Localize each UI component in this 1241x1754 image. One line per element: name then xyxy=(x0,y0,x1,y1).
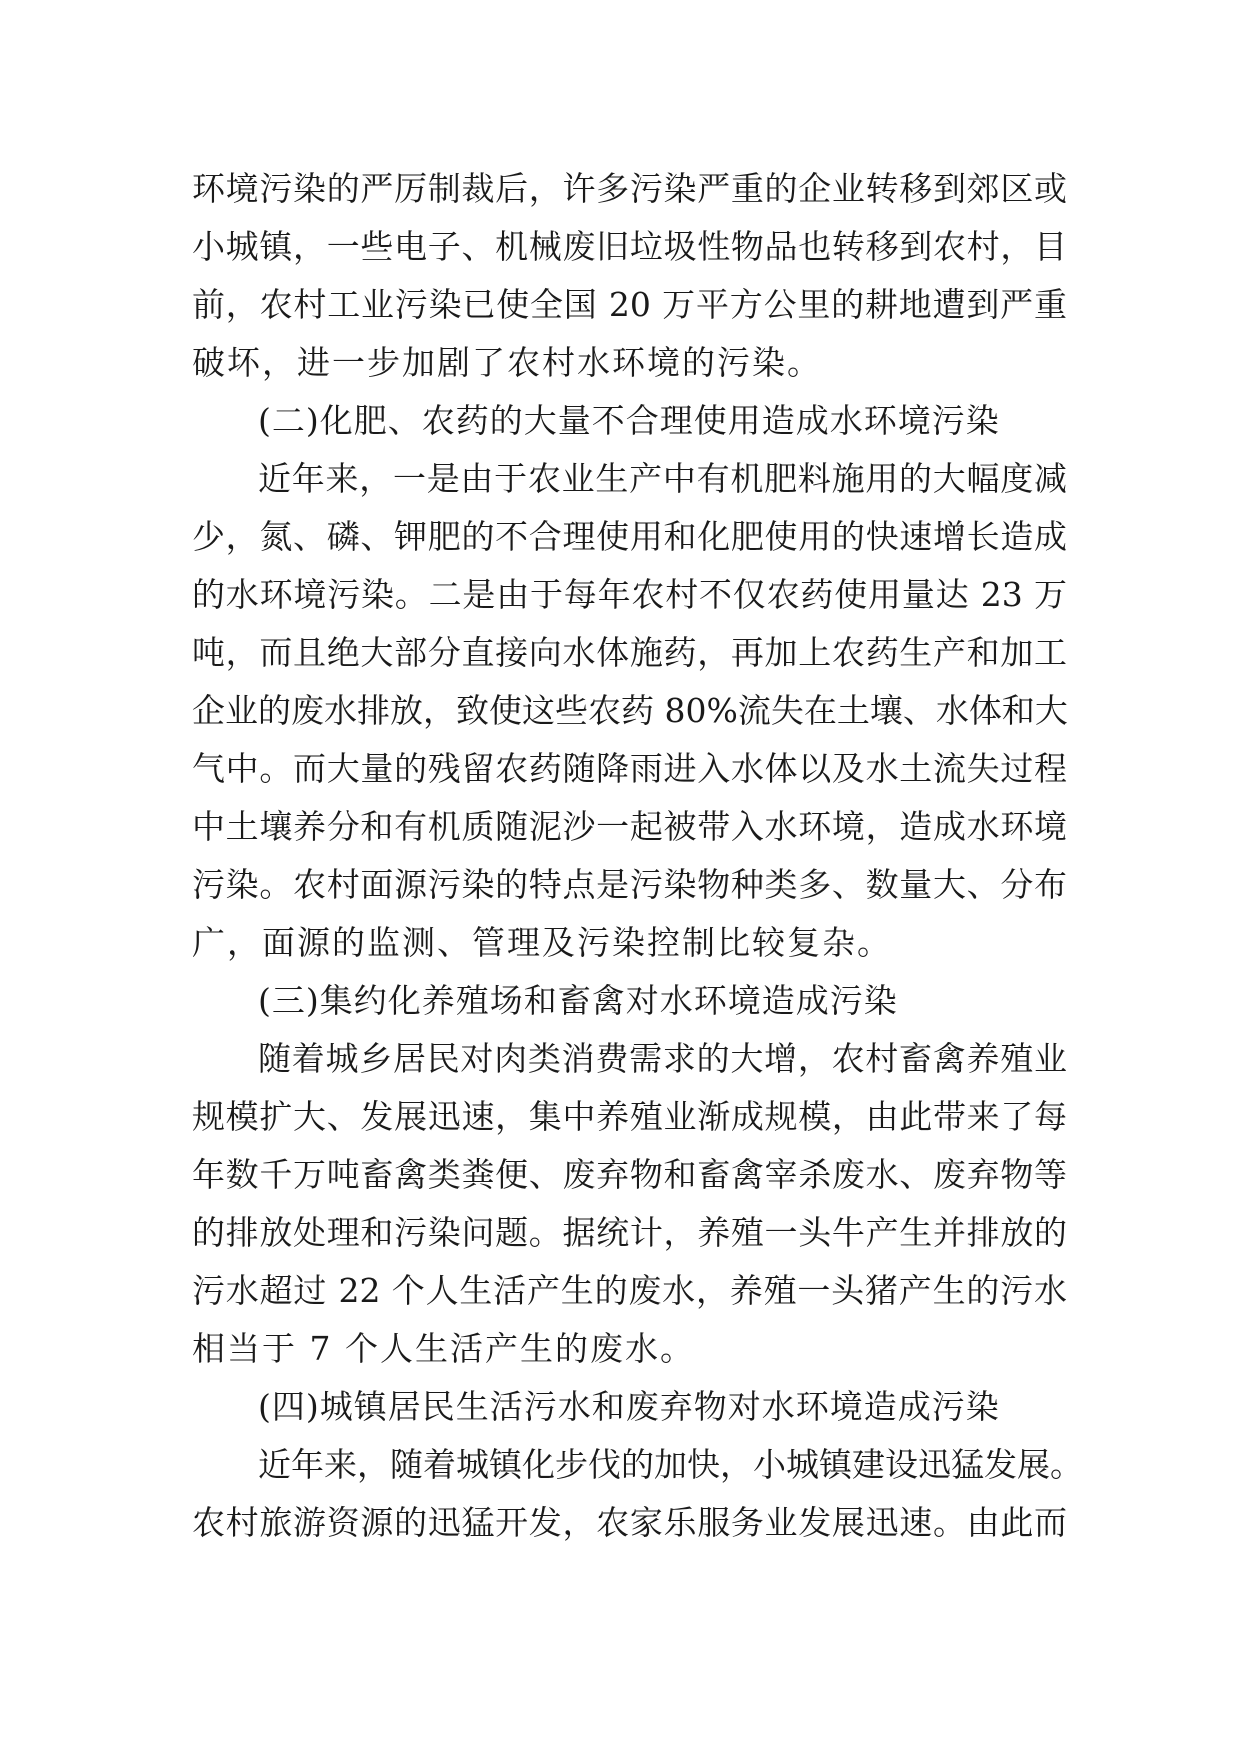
text-line: 前，农村工业污染已使全国 20 万平方公里的耕地遭到严重 xyxy=(192,285,1067,324)
text-line: 环境污染的严厉制裁后，许多污染严重的企业转移到郊区或 xyxy=(192,169,1067,208)
text-line: 破坏，进一步加剧了农村水环境的污染。 xyxy=(192,343,822,382)
text-line: 近年来，一是由于农业生产中有机肥料施用的大幅度减 xyxy=(258,459,1067,498)
text-line: 气中。而大量的残留农药随降雨进入水体以及水土流失过程 xyxy=(192,749,1067,788)
text-line: 污染。农村面源污染的特点是污染物种类多、数量大、分布 xyxy=(192,865,1067,904)
body-text xyxy=(192,160,1083,1552)
text-line: 少，氮、磷、钾肥的不合理使用和化肥使用的快速增长造成 xyxy=(192,517,1067,556)
text-line: 广，面源的监测、管理及污染控制比较复杂。 xyxy=(192,923,892,962)
text-line: 的排放处理和污染问题。据统计，养殖一头牛产生并排放的 xyxy=(192,1213,1067,1252)
text-line: 农村旅游资源的迅猛开发，农家乐服务业发展迅速。由此而 xyxy=(192,1503,1067,1542)
text-line: 相当于 7 个人生活产生的废水。 xyxy=(192,1329,695,1368)
section-heading-3: (三)集约化养殖场和畜禽对水环境造成污染 xyxy=(258,981,898,1020)
section-heading-2: (二)化肥、农药的大量不合理使用造成水环境污染 xyxy=(258,401,1000,440)
text-line: 年数千万吨畜禽类粪便、废弃物和畜禽宰杀废水、废弃物等 xyxy=(192,1155,1067,1194)
text-line: 中土壤养分和有机质随泥沙一起被带入水环境，造成水环境 xyxy=(192,807,1067,846)
text-line: 随着城乡居民对肉类消费需求的大增，农村畜禽养殖业 xyxy=(258,1039,1067,1078)
section-heading-4: (四)城镇居民生活污水和废弃物对水环境造成污染 xyxy=(258,1387,1000,1426)
text-line: 污水超过 22 个人生活产生的废水，养殖一头猪产生的污水 xyxy=(192,1271,1067,1310)
text-line: 近年来，随着城镇化步伐的加快，小城镇建设迅猛发展。 xyxy=(258,1445,1083,1484)
text-line: 吨，而且绝大部分直接向水体施药，再加上农药生产和加工 xyxy=(192,633,1067,672)
text-line: 企业的废水排放，致使这些农药 80%流失在土壤、水体和大 xyxy=(192,691,1068,730)
text-line: 规模扩大、发展迅速，集中养殖业渐成规模，由此带来了每 xyxy=(192,1097,1067,1136)
text-line: 的水环境污染。二是由于每年农村不仅农药使用量达 23 万 xyxy=(192,575,1067,614)
text-line: 小城镇，一些电子、机械废旧垃圾性物品也转移到农村，目 xyxy=(192,227,1067,266)
